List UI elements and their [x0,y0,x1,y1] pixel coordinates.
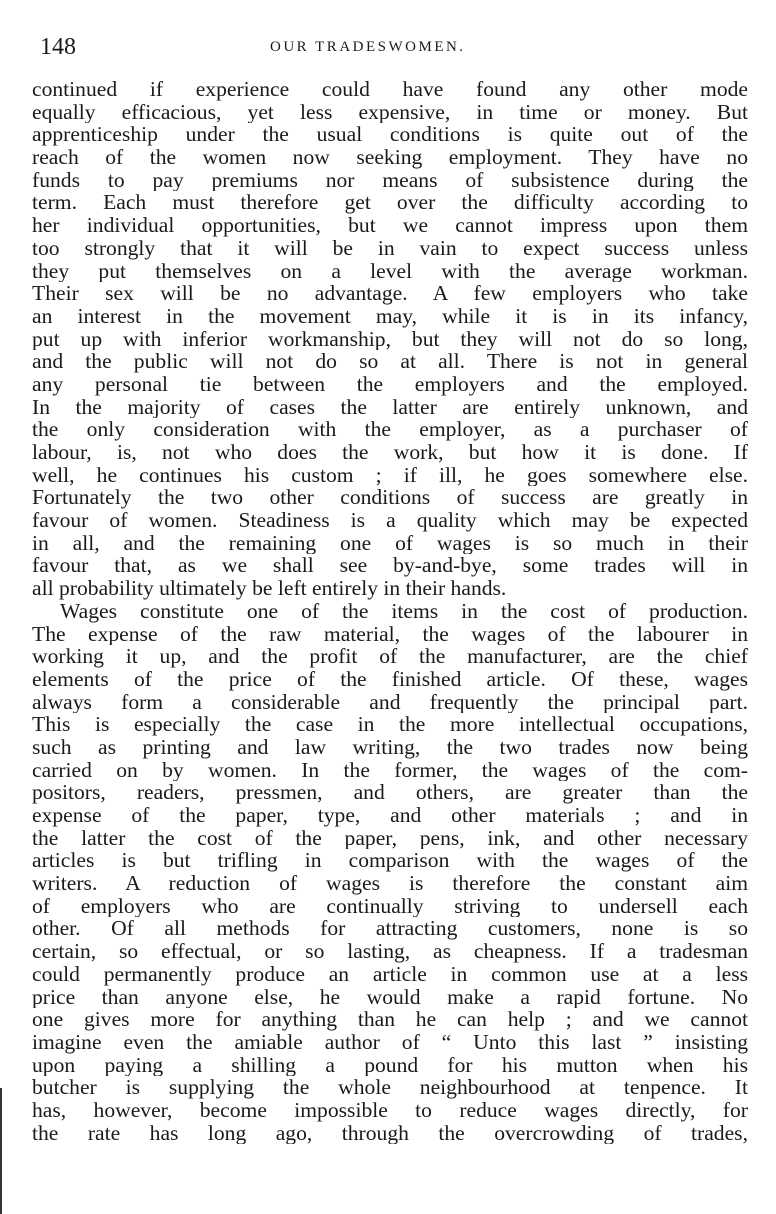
text-line: too strongly that it will be in vain to expect success unless [32,236,748,260]
text-line: could permanently produce an article in common use at a less [32,962,748,986]
body-text [32,78,748,1144]
text-line: continued if experience could have found any other mode [32,78,748,101]
text-line: has, however, become impossible to reduce wages directly, for [32,1098,748,1122]
text-line: In the majority of cases the latter are entirely unknown, and [32,395,748,419]
text-line: Fortunately the two other conditions of success are greatly in [32,486,748,510]
text-line: imagine even the amiable author of “ Unto this last ” insisting [32,1030,748,1054]
text-line: upon paying a shilling a pound for his mutton when his [32,1053,748,1077]
text-line: labour, is, not who does the work, but how it is done. If [32,441,748,464]
text-line: any personal tie between the employers and the employed. [32,372,748,396]
text-line: well, he continues his custom ; if ill, he goes somewhere else. [32,463,748,487]
text-line: one gives more for anything than he can help ; and we cannot [32,1008,748,1031]
text-line: working it up, and the profit of the manufacturer, are the chief [32,645,748,668]
text-line: certain, so effectual, or so lasting, as cheapness. If a tradesman [32,940,748,963]
text-line: expense of the paper, type, and other materials ; and in [32,804,748,827]
text-line: carried on by women. In the former, the wages of the com- [32,758,748,782]
page-header [40,30,750,64]
text-line: an interest in the movement may, while it is in its infancy, [32,304,748,328]
page-number: 148 [40,34,76,60]
text-line: price than anyone else, he would make a rapid fortune. No [32,985,748,1009]
text-line: all probability ultimately be left entirely in their hands. [32,577,507,600]
text-line: apprenticeship under the usual conditions is quite out of the [32,123,748,147]
text-line: other. Of all methods for attracting customers, none is so [32,917,748,941]
text-line: butcher is supplying the whole neighbourhood at tenpence. It [32,1076,748,1099]
text-line: favour that, as we shall see by-and-bye, some trades will in [32,554,748,578]
text-line: they put themselves on a level with the average workman. [32,259,748,283]
running-head: OUR TRADESWOMEN. [270,39,466,55]
text-line: writers. A reduction of wages is therefore the constant aim [32,872,748,895]
text-line: her individual opportunities, but we cannot impress upon them [32,214,748,237]
text-line: The expense of the raw material, the wages of the labourer in [32,622,748,646]
text-line: favour of women. Steadiness is a quality which may be expected [32,509,748,532]
text-line: the latter the cost of the paper, pens, ink, and other necessary [32,826,748,850]
text-line: and the public will not do so at all. There is not in general [32,350,748,373]
text-line: positors, readers, pressmen, and others, are greater than the [32,781,748,804]
text-line: funds to pay premiums nor means of subsistence during the [32,168,748,192]
text-line: in all, and the remaining one of wages is so much in their [32,531,748,555]
text-line: such as printing and law writing, the two trades now being [32,735,748,759]
text-line: term. Each must therefore get over the difficulty according to [32,191,748,215]
text-line: reach of the women now seeking employment. They have no [32,146,748,169]
paragraph-first-line: Wages constitute one of the items in the cost of production. [60,599,748,623]
text-line: always form a considerable and frequently the principal part. [32,690,748,714]
left-margin-rule [0,1088,2,1214]
text-line: equally efficacious, yet less expensive, in time or money. But [32,100,748,124]
text-line: This is especially the case in the more intellectual occupations, [32,713,748,736]
text-line: elements of the price of the finished article. Of these, wages [32,667,748,691]
text-line: articles is but trifling in comparison with the wages of the [32,849,748,873]
text-line: the only consideration with the employer, as a purchaser of [32,418,748,441]
text-line: Their sex will be no advantage. A few employers who take [32,282,748,305]
text-line: of employers who are continually striving to undersell each [32,894,748,918]
text-line: put up with inferior workmanship, but they will not do so long, [32,327,748,351]
text-line: the rate has long ago, through the overcrowding of trades, [32,1121,748,1145]
